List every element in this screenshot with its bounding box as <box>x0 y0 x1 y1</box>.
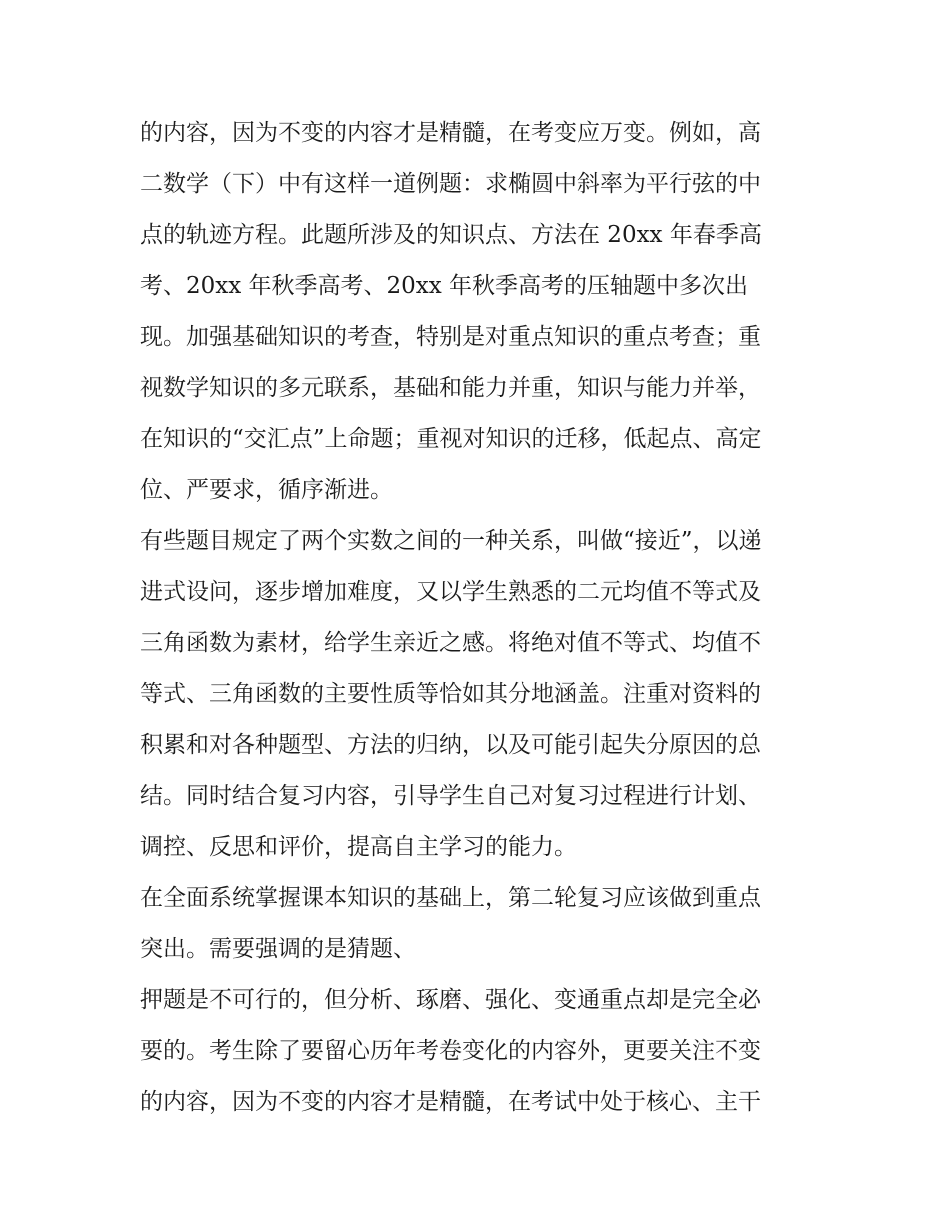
text-line: 积累和对各种题型、方法的归纳，以及可能引起失分原因的总 <box>140 732 761 758</box>
text-line: 突出。需要强调的是猜题、 <box>140 936 416 962</box>
text-line: 的内容，因为不变的内容才是精髓，在考变应万变。例如，高 <box>140 120 761 146</box>
text-line: 的内容，因为不变的内容才是精髓，在考试中处于核心、主干 <box>140 1089 761 1115</box>
text-line: 现。加强基础知识的考查，特别是对重点知识的重点考查；重 <box>140 324 761 350</box>
text-line: 三角函数为素材，给学生亲近之感。将绝对值不等式、均值不 <box>140 630 761 656</box>
text-line: 点的轨迹方程。此题所涉及的知识点、方法在 20xx 年春季高 <box>140 222 762 248</box>
text-line: 考、20xx 年秋季高考、20xx 年秋季高考的压轴题中多次出 <box>140 273 749 299</box>
text-line: 位、严要求，循序渐进。 <box>140 477 393 503</box>
text-line: 等式、三角函数的主要性质等恰如其分地涵盖。注重对资料的 <box>140 681 761 707</box>
text-line: 视数学知识的多元联系，基础和能力并重，知识与能力并举， <box>140 375 761 401</box>
text-line: 要的。考生除了要留心历年考卷变化的内容外，更要关注不变 <box>140 1038 761 1064</box>
body-text <box>140 108 820 1128</box>
text-line: 押题是不可行的，但分析、琢磨、强化、变通重点却是完全必 <box>140 987 761 1013</box>
text-line: 有些题目规定了两个实数之间的一种关系，叫做“接近”，以递 <box>140 528 762 554</box>
text-line: 二数学（下）中有这样一道例题：求椭圆中斜率为平行弦的中 <box>140 171 761 197</box>
text-line: 结。同时结合复习内容，引导学生自己对复习过程进行计划、 <box>140 783 761 809</box>
text-line: 进式设问，逐步增加难度，又以学生熟悉的二元均值不等式及 <box>140 579 761 605</box>
text-line: 调控、反思和评价，提高自主学习的能力。 <box>140 834 577 860</box>
text-line: 在知识的“交汇点”上命题；重视对知识的迁移，低起点、高定 <box>140 426 762 452</box>
text-line: 在全面系统掌握课本知识的基础上，第二轮复习应该做到重点 <box>140 885 761 911</box>
